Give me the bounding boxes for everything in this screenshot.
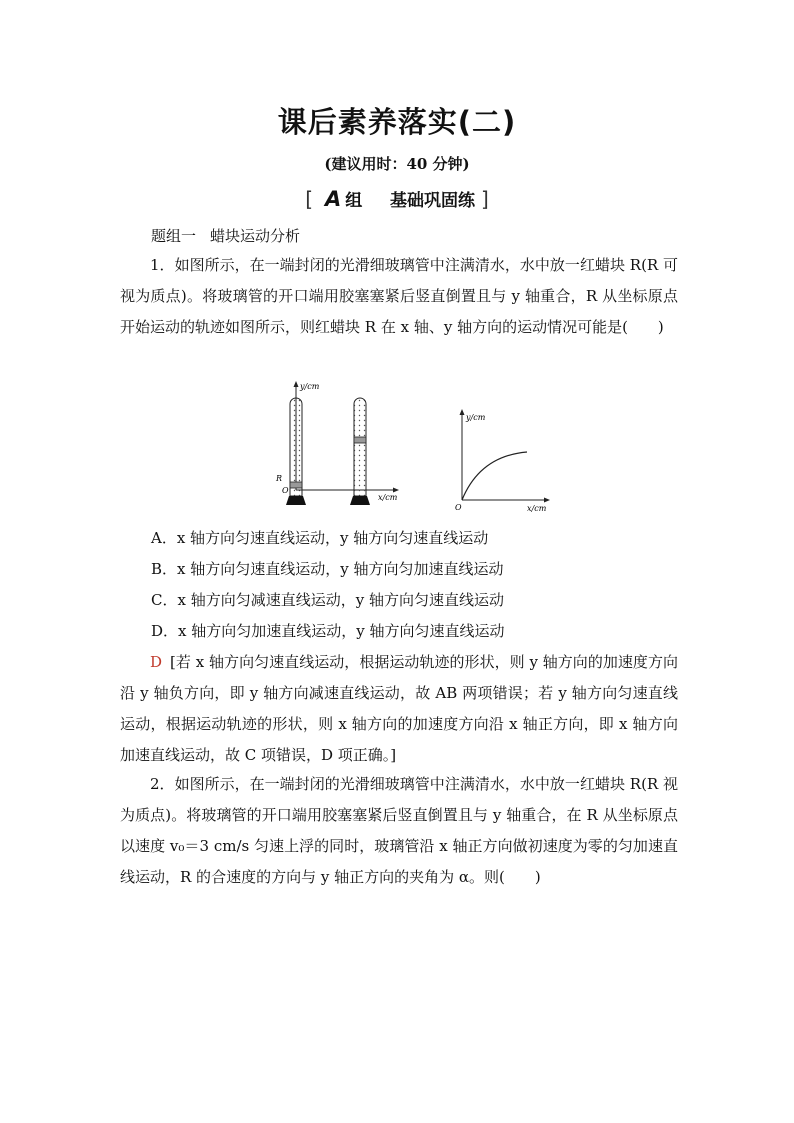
wax-block-1 [290, 482, 302, 488]
section-title: 蜡块运动分析 [210, 227, 301, 245]
explanation-text: [若 x 轴方向匀速直线运动，根据运动轨迹的形状，则 y 轴方向的加速度方向沿 y 轴负方向，即 y 轴方向减速直线运动，故 AB 两项错误；若 y 轴方向匀速直线运动，根据运动轨迹的形状，则 x 轴方向的加速度方向沿 x 轴正方向，即 x 轴方向加速直线运动，故 C 项错误，D 项正确。] [120, 653, 678, 764]
origin-left: O [282, 486, 289, 495]
group-label: 组 [345, 191, 363, 211]
section-label: 题组一 [151, 227, 197, 245]
group-name: 基础巩固练 [390, 191, 476, 211]
tube-diagram [262, 378, 562, 518]
stopper-1 [286, 496, 306, 505]
left-y-arrow-icon [294, 381, 299, 387]
left-x-arrow-icon [393, 488, 399, 493]
answer-explanation [120, 647, 678, 771]
option-d: D．x 轴方向匀加速直线运动，y 轴方向匀速直线运动 [151, 622, 505, 640]
block-label: R [276, 474, 283, 483]
subtitle: (建议用时：40 分钟) [324, 155, 470, 173]
left-x-label: x/cm [378, 493, 398, 502]
trajectory-curve [462, 452, 527, 500]
right-y-arrow-icon [460, 409, 465, 415]
glass-tube-1 [290, 398, 302, 496]
question-1: 1．如图所示，在一端封闭的光滑细玻璃管中注满清水，水中放一红蜡块 R(R 可视为质点)。将玻璃管的开口端用胶塞塞紧后竖直倒置且与 y 轴重合，R 从坐标原点开始运动的轨迹如图所示，则红蜡块 R 在 x 轴、y 轴方向的运动情况可能是( ) [120, 256, 678, 336]
page-title: 课后素养落实(二) [277, 105, 517, 139]
option-a: A．x 轴方向匀速直线运动，y 轴方向匀速直线运动 [151, 529, 489, 547]
stopper-2 [350, 496, 370, 505]
open-bracket: [ [305, 187, 314, 211]
option-b: B．x 轴方向匀速直线运动，y 轴方向匀加速直线运动 [151, 560, 504, 578]
close-bracket: ] [480, 187, 489, 211]
option-c: C．x 轴方向匀减速直线运动，y 轴方向匀速直线运动 [151, 591, 504, 609]
origin-right: O [455, 503, 462, 512]
right-x-arrow-icon [544, 498, 550, 503]
group-header [0, 186, 794, 211]
answer-letter: D [150, 653, 163, 671]
right-y-label: y/cm [466, 413, 486, 422]
question-2: 2．如图所示，在一端封闭的光滑细玻璃管中注满清水，水中放一红蜡块 R(R 视为质点)。将玻璃管的开口端用胶塞塞紧后竖直倒置且与 y 轴重合，在 R 从坐标原点以速度 v₀＝3 cm/s 匀速上浮的同时，玻璃管沿 x 轴正方向做初速度为零的匀加速直线运动，R 的合速度的方向与 y 轴正方向的夹角为 α。则( ) [120, 775, 678, 886]
section-heading [151, 225, 300, 246]
glass-tube-2 [354, 398, 366, 496]
left-y-label: y/cm [300, 382, 320, 391]
wax-block-2 [354, 437, 366, 443]
right-x-label: x/cm [527, 504, 547, 513]
question-1-options [151, 523, 505, 647]
group-letter: A [324, 187, 342, 211]
question-1-figure [262, 378, 562, 518]
